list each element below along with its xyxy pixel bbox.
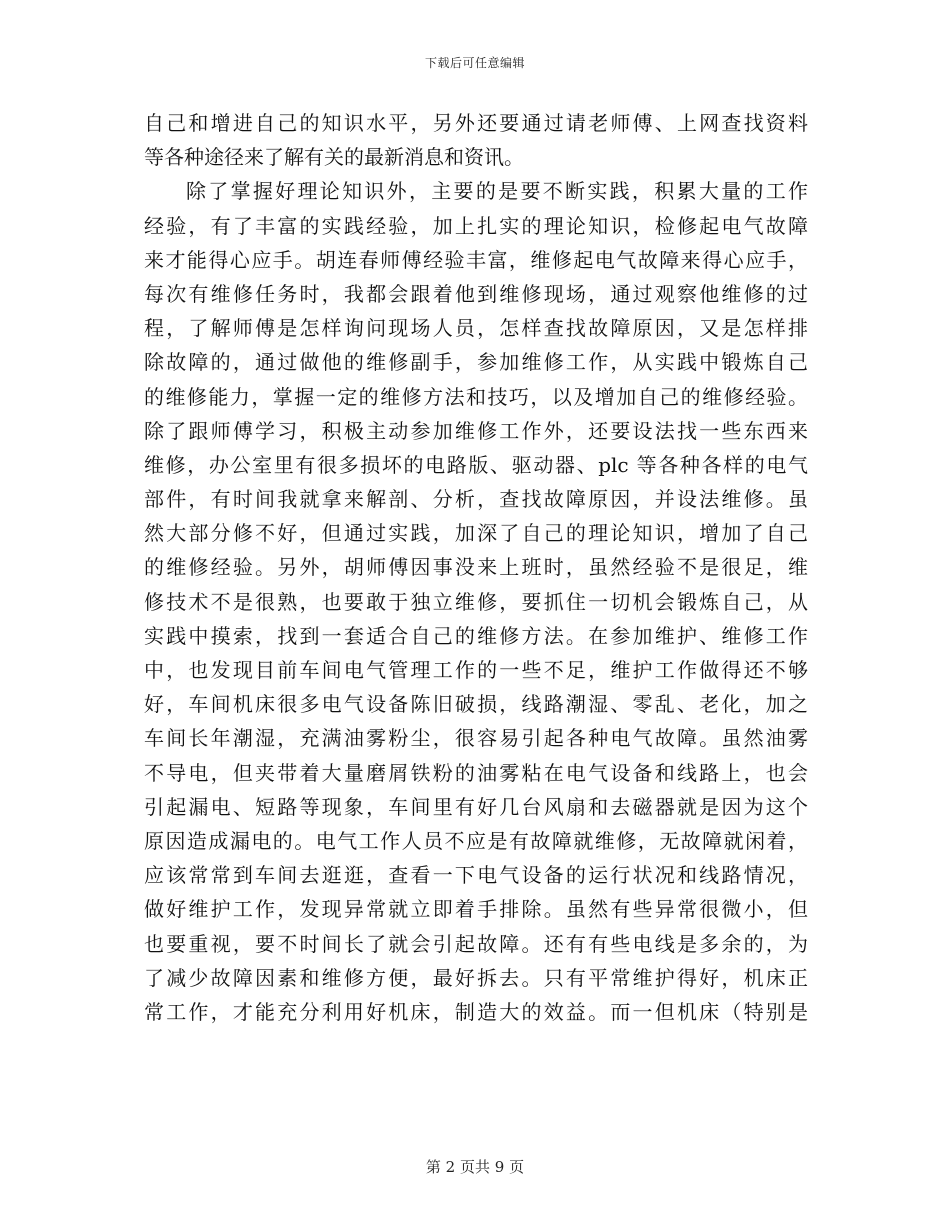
text-line: 应该常常到车间去逛逛，查看一下电气设备的运行状况和线路情况，	[144, 863, 808, 888]
text-line: 程，了解师傅是怎样询问现场人员，怎样查找故障原因，又是怎样排	[144, 316, 808, 341]
text-line: 实践中摸索，找到一套适合自己的维修方法。在参加维护、维修工作	[144, 623, 808, 648]
text-line: 等各种途径来了解有关的最新消息和资讯。	[144, 145, 524, 170]
page-header: 下载后可任意编辑	[424, 56, 525, 70]
text-line: 的维修经验。另外，胡师傅因事没来上班时，虽然经验不是很足，维	[144, 555, 808, 580]
text-line: 然大部分修不好，但通过实践，加深了自己的理论知识，增加了自己	[144, 521, 808, 546]
text-line: 部件，有时间我就拿来解剖、分析，查找故障原因，并设法维修。虽	[144, 487, 808, 512]
text-line: 来才能得心应手。胡连春师傅经验丰富，维修起电气故障来得心应手，	[144, 247, 808, 272]
text-line: 修技术不是很熟，也要敢于独立维修，要抓住一切机会锻炼自己，从	[144, 589, 808, 614]
text-line: 不导电，但夹带着大量磨屑铁粉的油雾粘在电气设备和线路上，也会	[144, 760, 808, 785]
text-line: 除故障的，通过做他的维修副手，参加维修工作，从实践中锻炼自己	[144, 350, 808, 375]
text-line: 除了跟师傅学习，积极主动参加维修工作外，还要设法找一些东西来	[144, 418, 808, 443]
text-line: 车间长年潮湿，充满油雾粉尘，很容易引起各种电气故障。虽然油雾	[144, 726, 808, 751]
page-footer: 第 2 页共 9 页	[425, 1158, 525, 1176]
body-text	[144, 106, 808, 1029]
text-line: 经验，有了丰富的实践经验，加上扎实的理论知识，检修起电气故障	[144, 213, 808, 238]
text-line: 维修，办公室里有很多损坏的电路版、驱动器、plc 等各种各样的电气	[144, 452, 808, 477]
text-line: 也要重视，要不时间长了就会引起故障。还有有些电线是多余的，为	[144, 931, 808, 956]
text-line: 了减少故障因素和维修方便，最好拆去。只有平常维护得好，机床正	[144, 965, 808, 990]
text-line: 常工作，才能充分利用好机床，制造大的效益。而一但机床（特别是	[144, 999, 808, 1024]
text-line: 原因造成漏电的。电气工作人员不应是有故障就维修，无故障就闲着，	[144, 828, 808, 853]
text-line: 自己和增进自己的知识水平，另外还要通过请老师傅、上网查找资料	[144, 111, 808, 135]
text-line: 引起漏电、短路等现象，车间里有好几台风扇和去磁器就是因为这个	[144, 794, 808, 819]
text-line: 好，车间机床很多电气设备陈旧破损，线路潮湿、零乱、老化，加之	[144, 692, 808, 717]
text-line: 除了掌握好理论知识外，主要的是要不断实践，积累大量的工作	[186, 179, 808, 204]
text-line: 中，也发现目前车间电气管理工作的一些不足，维护工作做得还不够	[144, 658, 808, 682]
text-line: 的维修能力，掌握一定的维修方法和技巧，以及增加自己的维修经验。	[144, 384, 808, 409]
text-line: 每次有维修任务时，我都会跟着他到维修现场，通过观察他维修的过	[144, 281, 808, 306]
text-line: 做好维护工作，发现异常就立即着手排除。虽然有些异常很微小，但	[144, 897, 808, 922]
